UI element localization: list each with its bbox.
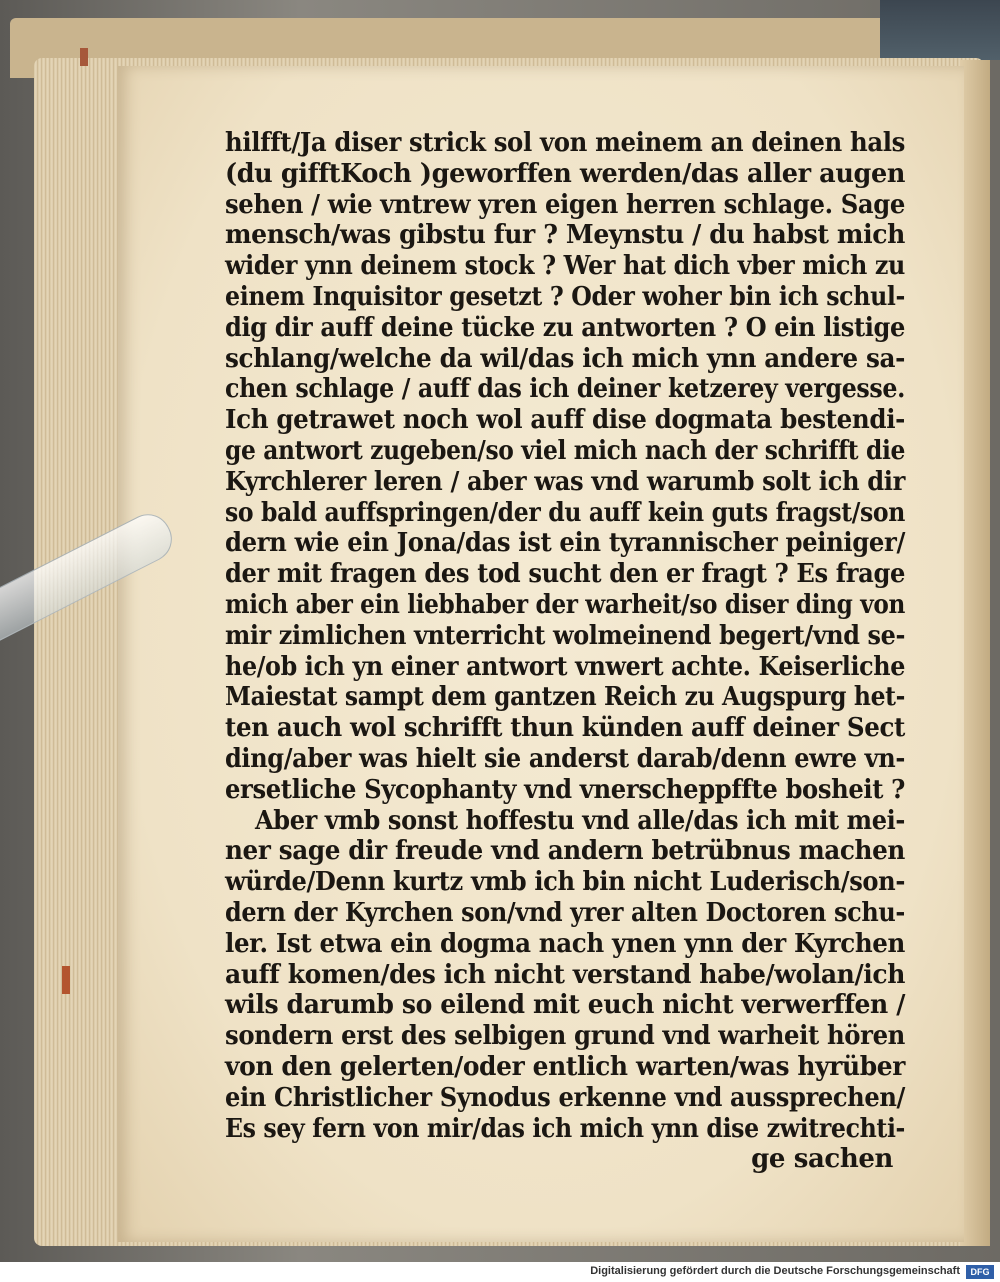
text-line: ge sachen [751, 1144, 893, 1175]
text-line: dig dir auff deine tücke zu antworten ? O ein listige [225, 312, 905, 343]
text-line: ten auch wol schrifft thun künden auff deiner Sect [225, 713, 905, 744]
text-line: ding/aber was hielt sie anderst darab/denn ewre vn- [225, 743, 905, 774]
bookmark-ribbon-top [80, 48, 88, 66]
text-line: wils darumb so eilend mit euch nicht verwerffen / [225, 990, 905, 1021]
text-line: auff komen/des ich nicht verstand habe/wolan/ich [225, 959, 905, 990]
text-line: dern wie ein Jona/das ist ein tyrannischer peiniger/ [225, 528, 905, 559]
digitization-footer [0, 1262, 1000, 1282]
text-line: einem Inquisitor gesetzt ? Oder woher bin ich schul- [225, 281, 905, 312]
text-line: mir zimlichen vnterricht wolmeinend begert/vnd se- [225, 620, 905, 651]
text-line: he/ob ich yn einer antwort vnwert achte. Keiserliche [225, 651, 905, 682]
text-line: ein Christlicher Synodus erkenne vnd aussprechen/ [225, 1082, 905, 1113]
text-line: ersetliche Sycophanty vnd vnerscheppffte bosheit ? [225, 774, 905, 805]
book-binding [880, 0, 1000, 60]
page-text [225, 128, 905, 1175]
text-line: Es sey fern von mir/das ich mich ynn dise zwitrechti- [225, 1113, 905, 1144]
text-line: schlang/welche da wil/das ich mich ynn andere sa- [225, 343, 905, 374]
text-line: Maiestat sampt dem gantzen Reich zu Augspurg het- [225, 682, 905, 713]
text-line: hilfft/Ja diser strick sol von meinem an deinen hals [225, 128, 905, 158]
bookmark-ribbon-side [62, 966, 70, 994]
text-line: von den gelerten/oder entlich warten/was hyrüber [225, 1051, 905, 1082]
text-line: mensch/was gibstu fur ? Meynstu / du habst mich [225, 220, 905, 251]
text-line: Aber vmb sonst hoffestu vnd alle/das ich mit mei- [255, 805, 905, 836]
text-line: sondern erst des selbigen grund vnd warheit hören [225, 1021, 905, 1052]
text-line: ge antwort zugeben/so viel mich nach der schrifft die [225, 435, 905, 466]
text-line: ner sage dir freude vnd andern betrübnus machen [225, 836, 905, 867]
text-line: dern der Kyrchen son/vnd yrer alten Doctoren schu- [225, 897, 905, 928]
text-line: chen schlage / auff das ich deiner ketzerey vergesse. [225, 374, 905, 405]
right-page-edge [960, 60, 990, 1246]
text-line: Ich getrawet noch wol auff dise dogmata bestendi- [225, 405, 905, 436]
dfg-logo: DFG [966, 1265, 994, 1279]
text-line: (du gifftKoch )geworffen werden/das aller augen [225, 158, 905, 189]
footer-credit: Digitalisierung gefördert durch die Deutsche Forschungsgemeinschaft [590, 1265, 960, 1277]
text-line: Kyrchlerer leren / aber was vnd warumb solt ich dir [225, 466, 905, 497]
text-line: ler. Ist etwa ein dogma nach ynen ynn der Kyrchen [225, 928, 905, 959]
text-line: sehen / wie vntrew yren eigen herren schlage. Sage [225, 189, 905, 220]
text-line: würde/Denn kurtz vmb ich bin nicht Luderisch/son- [225, 867, 905, 898]
text-line: mich aber ein liebhaber der warheit/so diser ding von [225, 589, 905, 620]
text-line: so bald auffspringen/der du auff kein guts fragst/son [225, 497, 905, 528]
text-line: wider ynn deinem stock ? Wer hat dich vber mich zu [225, 251, 905, 282]
text-line: der mit fragen des tod sucht den er fragt ? Es frage [225, 559, 905, 590]
